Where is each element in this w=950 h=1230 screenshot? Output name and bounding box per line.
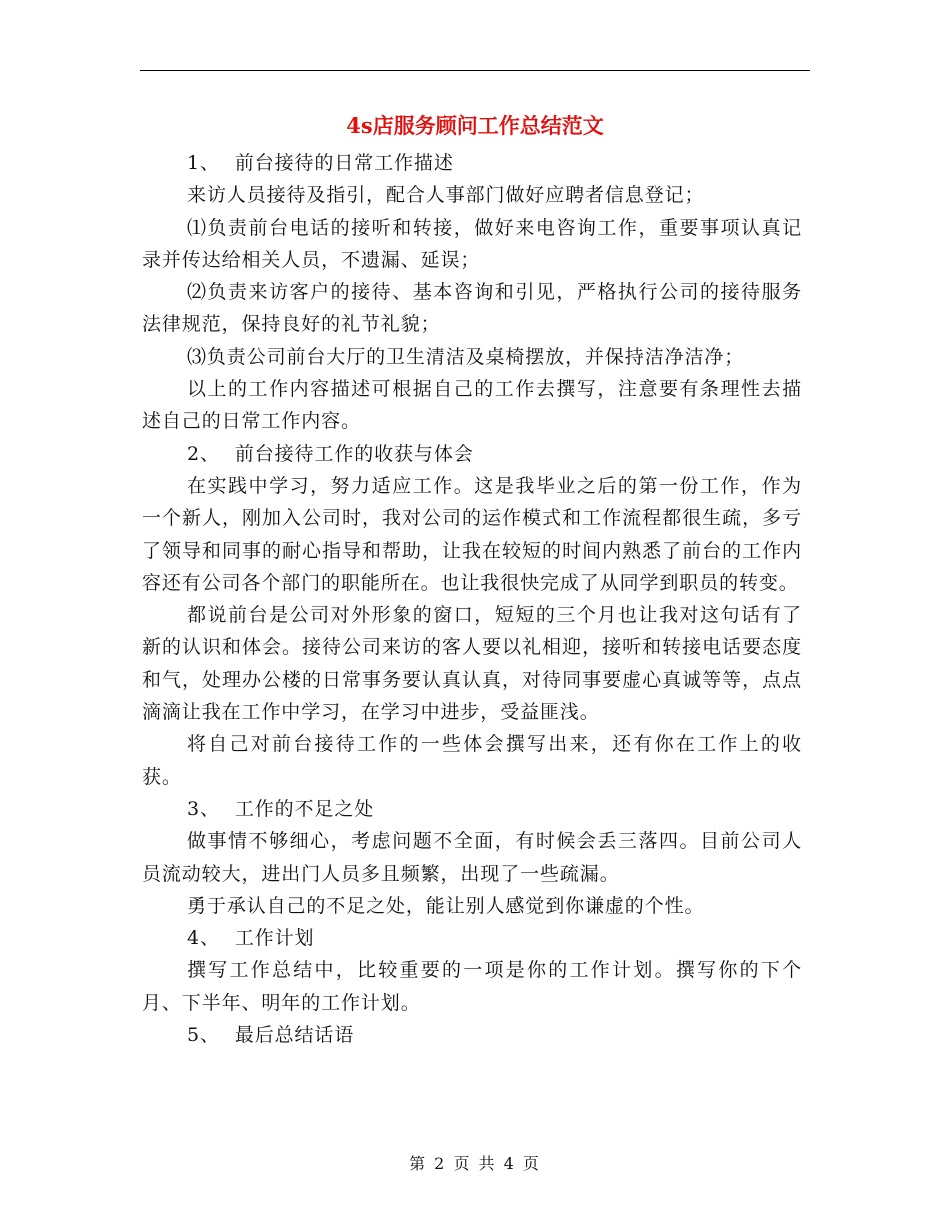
document-body — [142, 147, 802, 1051]
paragraph: 勇于承认自己的不足之处，能让别人感觉到你谦虚的个性。 — [187, 894, 705, 917]
section-heading-4: 4、 工作计划 — [187, 927, 315, 950]
section-heading-2: 2、 前台接待工作的收获与体会 — [187, 442, 474, 465]
section-heading-3: 3、 工作的不足之处 — [187, 797, 375, 820]
paragraph: 将自己对前台接待工作的一些体会撰写出来，还有你在工作上的收获。 — [142, 733, 802, 788]
paragraph: ⑶负责公司前台大厅的卫生清洁及桌椅摆放，并保持洁净洁净； — [187, 345, 745, 368]
paragraph: 做事情不够细心，考虑问题不全面，有时候会丢三落四。目前公司人员流动较大，进出门人员多且频繁，出现了一些疏漏。 — [142, 830, 802, 885]
header-rule — [140, 70, 810, 71]
paragraph: 来访人员接待及指引，配合人事部门做好应聘者信息登记； — [187, 184, 705, 207]
paragraph: 在实践中学习，努力适应工作。这是我毕业之后的第一份工作，作为一个新人，刚加入公司时，我对公司的运作模式和工作流程都很生疏，多亏了领导和同事的耐心指导和帮助，让我在较短的时间内熟悉了前台的工作内容还有公司各个部门的职能所在。也让我很快完成了从同学到职员的转变。 — [142, 474, 802, 594]
page-number: 第 2 页 共 4 页 — [409, 1154, 541, 1173]
section-heading-5: 5、 最后总结话语 — [187, 1024, 355, 1047]
document-title: 4s店服务顾问工作总结范文 — [346, 113, 604, 138]
paragraph: ⑴负责前台电话的接听和转接，做好来电咨询工作，重要事项认真记录并传达给相关人员，不遗漏、延误； — [142, 216, 802, 271]
paragraph: ⑵负责来访客户的接待、基本咨询和引见，严格执行公司的接待服务法律规范，保持良好的礼节礼貌； — [142, 281, 802, 336]
paragraph: 撰写工作总结中，比较重要的一项是你的工作计划。撰写你的下个月、下半年、明年的工作计划。 — [142, 959, 802, 1014]
section-heading-1: 1、 前台接待的日常工作描述 — [187, 152, 454, 174]
paragraph: 以上的工作内容描述可根据自己的工作去撰写，注意要有条理性去描述自己的日常工作内容。 — [142, 378, 802, 433]
paragraph: 都说前台是公司对外形象的窗口，短短的三个月也让我对这句话有了新的认识和体会。接待公司来访的客人要以礼相迎，接听和转接电话要态度和气，处理办公楼的日常事务要认真认真，对待同事要虚心真诚等等，点点滴滴让我在工作中学习，在学习中进步，受益匪浅。 — [142, 604, 802, 724]
